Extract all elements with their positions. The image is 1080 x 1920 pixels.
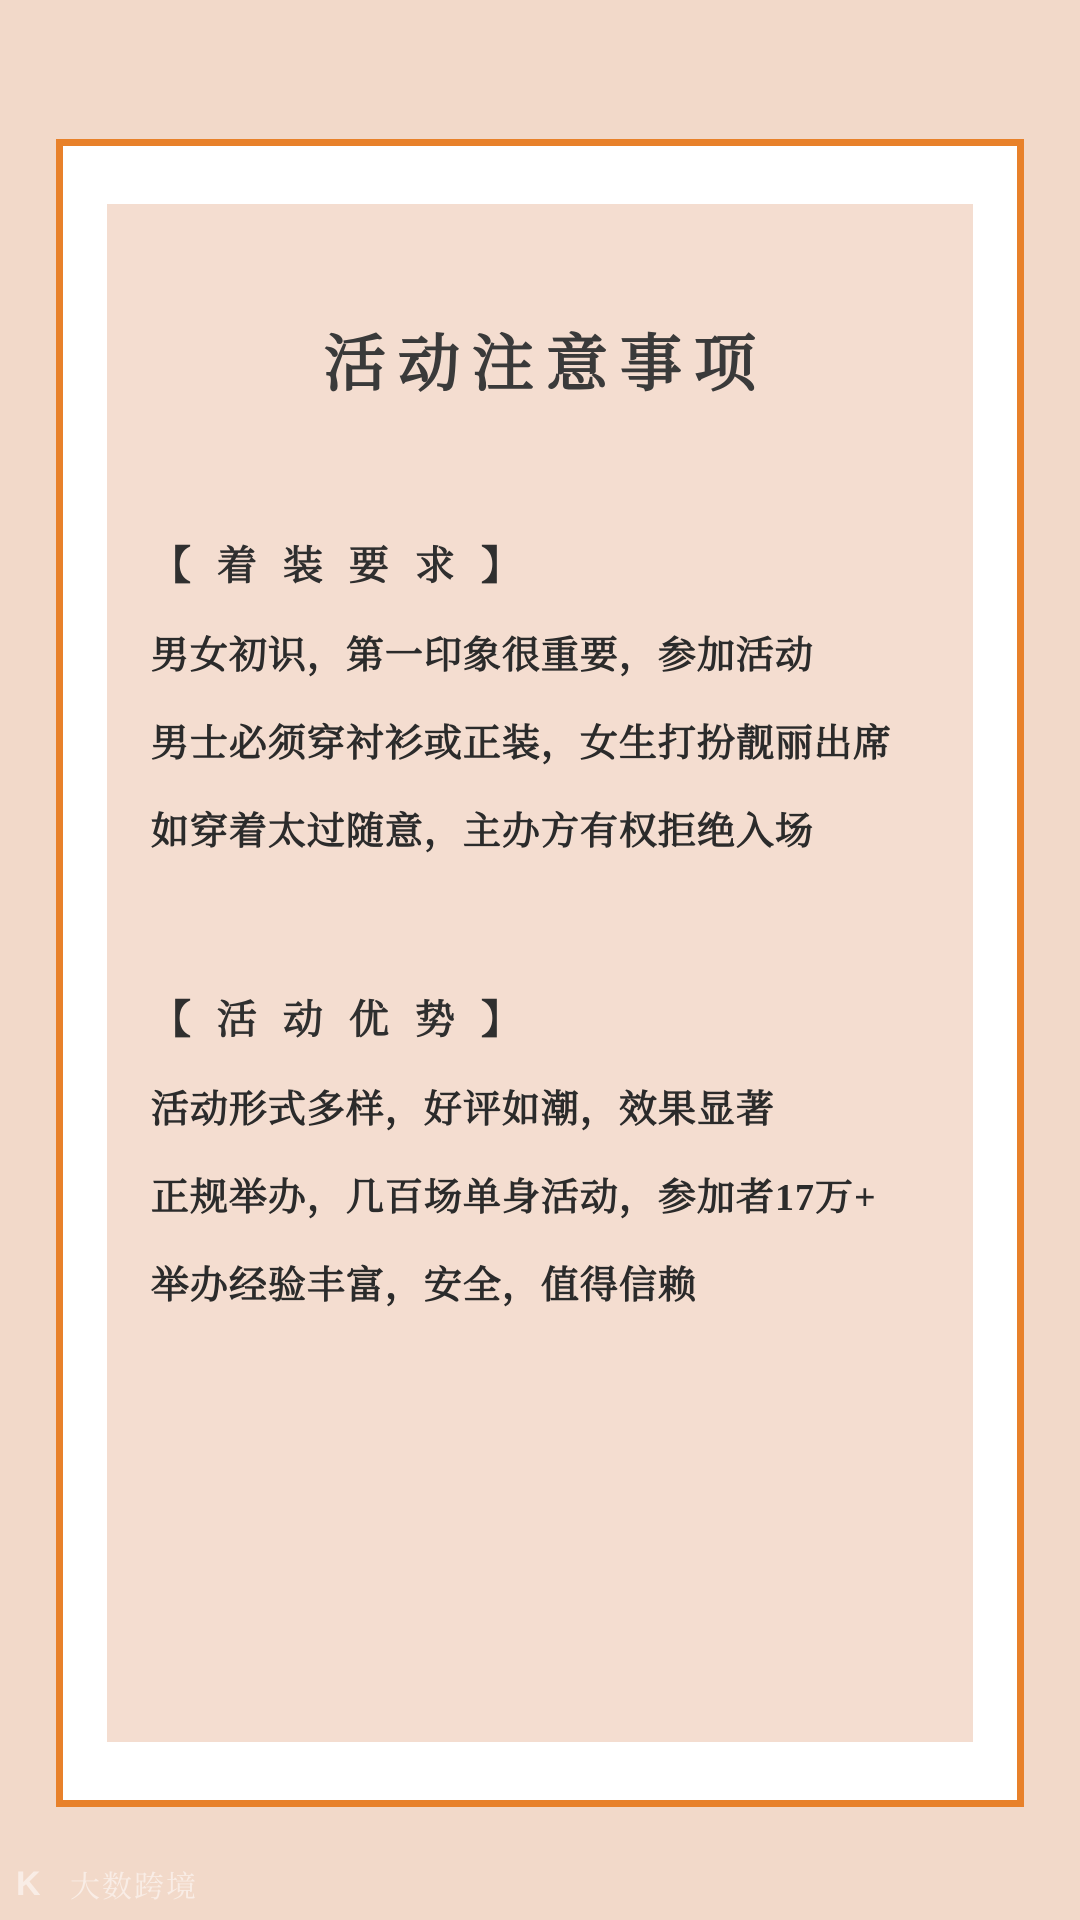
- text-line: 举办经验丰富，安全，值得信赖: [151, 1265, 698, 1307]
- section-event-advantages-lines: [151, 1091, 941, 1305]
- text-line: 如穿着太过随意，主办方有权拒绝入场: [151, 811, 815, 853]
- section-dress-code-heading: 【 着 装 要 求 】: [151, 543, 529, 588]
- watermark-logo-icon: K: [16, 1865, 41, 1903]
- text-line: 活动形式多样，好评如潮，效果显著: [151, 1089, 776, 1131]
- content-card: [107, 204, 973, 1742]
- section-event-advantages: [151, 988, 941, 1305]
- watermark: [16, 1862, 198, 1906]
- section-event-advantages-heading: 【 活 动 优 势 】: [151, 997, 529, 1042]
- watermark-label: 大数跨境: [70, 1871, 198, 1904]
- text-line: 男女初识，第一印象很重要，参加活动: [151, 635, 815, 677]
- section-dress-code-lines: [151, 637, 941, 851]
- text-line: 正规举办，几百场单身活动，参加者17万+: [151, 1177, 877, 1219]
- page-title: 活动注意事项: [323, 331, 768, 399]
- text-line: 男士必须穿衬衫或正装，女生打扮靓丽出席: [151, 723, 893, 765]
- section-dress-code: [151, 534, 941, 851]
